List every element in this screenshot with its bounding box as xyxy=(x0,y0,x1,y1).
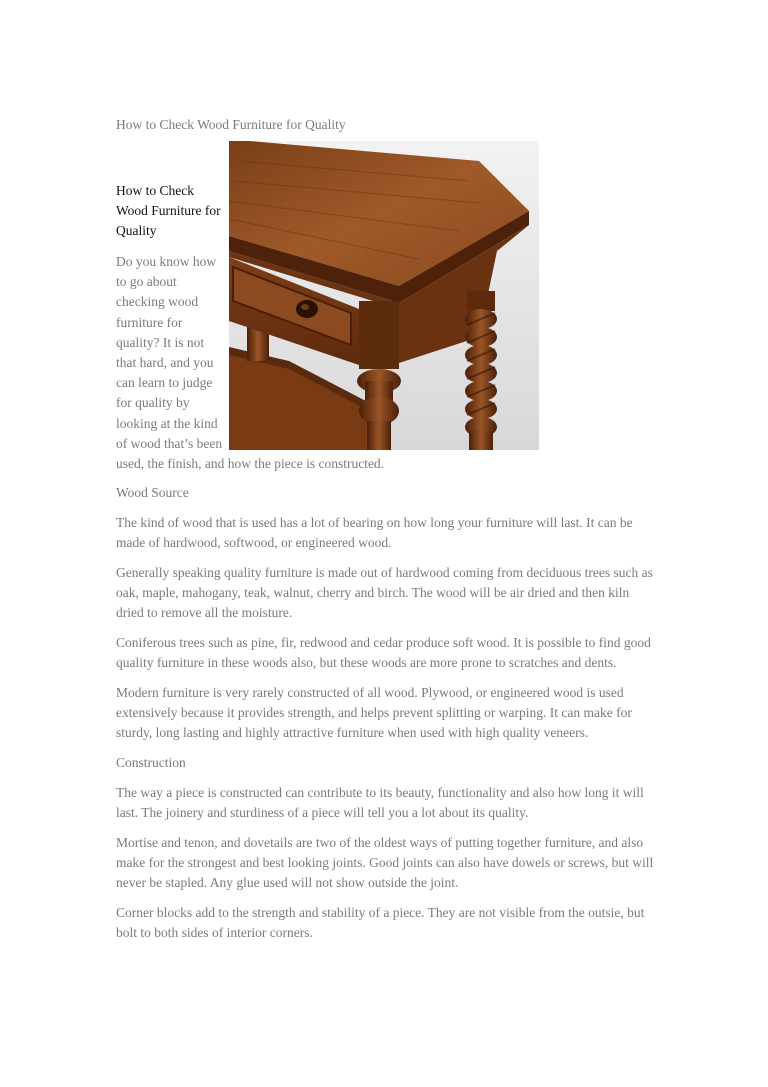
body-paragraph: Generally speaking quality furniture is made out of hardwood coming from deciduous trees such as oak, maple, mahogany, teak, walnut, cherry and birch. The wood will be air dried and then kiln dried to remove all the moisture. xyxy=(116,565,653,620)
body-paragraph: Modern furniture is very rarely constructed of all wood. Plywood, or engineered wood is used extensively because it provides strength, and helps prevent splitting or warping. It can make for sturdy, long lasting and highly attractive furniture when used with high quality veneers. xyxy=(116,685,632,740)
article-body xyxy=(116,483,656,953)
heading-line: Quality xyxy=(116,223,157,238)
intro-line: looking at the kind xyxy=(116,415,218,431)
heading-line: How to Check xyxy=(116,183,194,198)
body-paragraph: The kind of wood that is used has a lot of bearing on how long your furniture will last. It can be made of hardwood, softwood, or engineered wood. xyxy=(116,515,633,550)
body-paragraph: Mortise and tenon, and dovetails are two of the oldest ways of putting together furniture, and also make for the strongest and best looking joints. Good joints can also have dowels or screws, but will never be stapled. Any glue used will not show outside the joint. xyxy=(116,835,654,890)
intro-line: can learn to judge xyxy=(116,375,213,391)
intro-line: quality? It is not xyxy=(116,334,205,350)
body-paragraph: Coniferous trees such as pine, fir, redwood and cedar produce soft wood. It is possible to find good quality furniture in these woods also, but these woods are more prone to scratches and dents. xyxy=(116,635,651,670)
intro-line: furniture for xyxy=(116,314,183,330)
intro-line: used, the finish, and how the piece is constructed. xyxy=(116,456,385,472)
section-heading-wood-source: Wood Source xyxy=(116,485,189,500)
intro-line: checking wood xyxy=(116,294,199,310)
intro-line: Do you know how xyxy=(116,254,217,269)
body-paragraph: The way a piece is constructed can contribute to its beauty, functionality and also how long it will last. The joinery and sturdiness of a piece will tell you a lot about its quality. xyxy=(116,785,644,820)
section-heading-construction: Construction xyxy=(116,755,186,770)
intro-line: to go about xyxy=(116,274,177,290)
intro-line: of wood that’s been xyxy=(116,435,223,451)
article-heading xyxy=(116,181,228,241)
intro-paragraph xyxy=(116,252,656,474)
intro-line: that hard, and you xyxy=(116,355,214,371)
body-paragraph: Corner blocks add to the strength and stability of a piece. They are not visible from the outsie, but bolt to both sides of interior corners. xyxy=(116,905,645,940)
heading-line: Wood Furniture for xyxy=(116,203,221,218)
document-title: How to Check Wood Furniture for Quality xyxy=(116,117,346,132)
intro-line: for quality by xyxy=(116,395,190,411)
